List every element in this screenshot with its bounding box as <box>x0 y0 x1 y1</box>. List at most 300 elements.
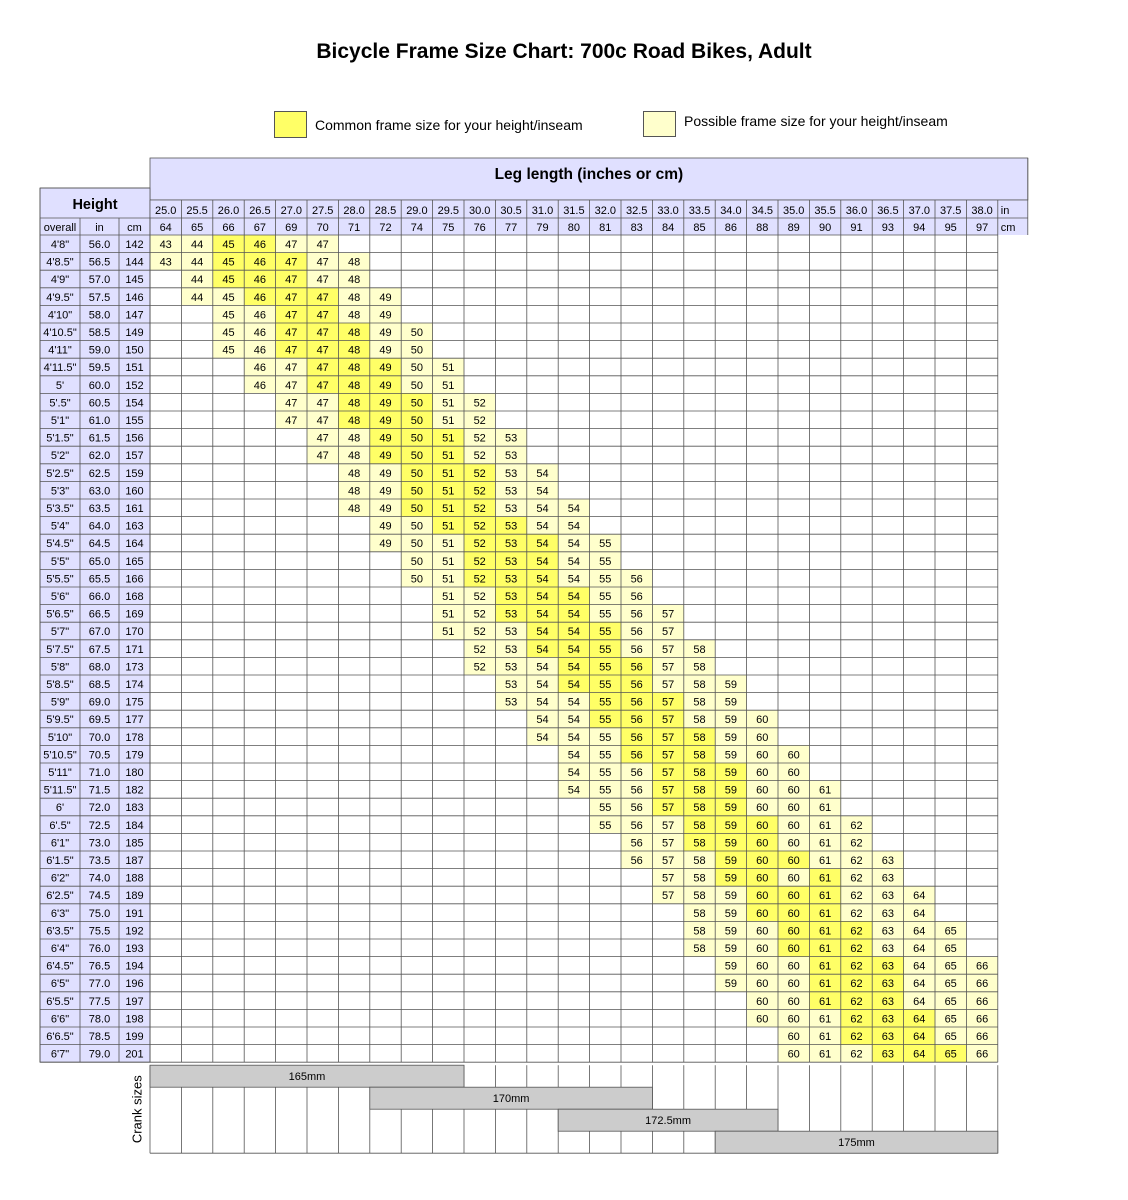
leg-cm-header: 93 <box>881 222 895 234</box>
frame-size-cell: 60 <box>787 784 800 797</box>
leg-cm-header: 95 <box>944 222 957 234</box>
frame-size-cell: 55 <box>599 591 612 603</box>
leg-cm-header: 69 <box>285 222 298 234</box>
height-overall-value: 5'4" <box>50 520 70 533</box>
leg-cm-header: 80 <box>567 222 581 234</box>
frame-size-cell: 56 <box>630 749 643 762</box>
frame-size-cell: 66 <box>975 1048 989 1061</box>
frame-size-cell: 63 <box>881 855 895 867</box>
frame-size-cell: 52 <box>473 397 486 410</box>
frame-size-cell: 62 <box>850 855 863 867</box>
height-inches-value: 69.5 <box>88 714 111 727</box>
frame-size-cell: 48 <box>347 256 361 269</box>
height-overall-value: 5'8.5" <box>46 679 74 691</box>
height-inches-value: 66.0 <box>88 591 111 603</box>
frame-size-cell: 60 <box>787 872 800 885</box>
frame-size-cell: 57 <box>661 679 675 691</box>
height-cm-value: 169 <box>125 608 144 621</box>
frame-size-cell: 48 <box>347 432 361 445</box>
frame-size-cell: 61 <box>818 1031 832 1043</box>
frame-size-cell: 48 <box>347 397 361 410</box>
frame-size-cell: 49 <box>379 432 392 445</box>
height-cm-value: 199 <box>125 1031 144 1043</box>
frame-size-cell: 60 <box>756 960 769 973</box>
frame-size-cell: 53 <box>504 679 518 691</box>
frame-size-cell: 45 <box>222 344 235 357</box>
frame-size-cell: 63 <box>881 890 895 903</box>
leg-cm-header: 89 <box>787 222 800 234</box>
frame-size-cell: 56 <box>630 802 643 815</box>
frame-size-cell: 60 <box>787 943 800 955</box>
crank-size-label: 172.5mm <box>645 1115 692 1128</box>
frame-size-cell: 57 <box>661 855 675 867</box>
frame-size-cell: 62 <box>850 819 863 832</box>
frame-size-cell: 58 <box>693 819 706 832</box>
frame-size-cell: 47 <box>285 327 298 339</box>
leg-inches-header: 33.5 <box>688 205 711 217</box>
frame-size-cell: 59 <box>724 749 738 762</box>
frame-size-cell: 60 <box>787 855 800 867</box>
frame-size-cell: 51 <box>442 538 455 551</box>
frame-size-cell: 61 <box>818 995 832 1008</box>
height-inches-value: 56.5 <box>88 256 111 269</box>
frame-size-cell: 47 <box>316 362 329 375</box>
height-cm-value: 144 <box>125 256 144 269</box>
frame-size-cell: 50 <box>410 538 424 551</box>
height-inches-value: 71.0 <box>88 767 111 779</box>
frame-size-cell: 44 <box>190 239 204 251</box>
frame-size-cell: 57 <box>661 819 675 832</box>
frame-size-cell: 60 <box>787 1031 800 1043</box>
frame-size-cell: 48 <box>347 291 361 304</box>
leg-cm-header: 79 <box>536 222 549 234</box>
height-overall-value: 5'11.5" <box>43 784 77 797</box>
leg-inches-header: 34.0 <box>720 205 742 217</box>
frame-size-cell: 52 <box>473 467 486 480</box>
leg-cm-header: 88 <box>756 222 769 234</box>
frame-size-cell: 44 <box>190 256 204 269</box>
leg-inches-header: 34.5 <box>751 205 774 217</box>
frame-size-cell: 55 <box>599 626 612 639</box>
frame-size-cell: 55 <box>599 643 612 656</box>
frame-size-cell: 60 <box>787 802 800 815</box>
frame-size-cell: 54 <box>536 661 549 674</box>
frame-size-cell: 52 <box>473 608 486 621</box>
frame-size-cell: 49 <box>379 344 392 357</box>
height-overall-value: 4'8.5" <box>46 256 74 269</box>
frame-size-cell: 62 <box>850 960 863 973</box>
frame-size-cell: 58 <box>693 784 706 797</box>
height-overall-value: 6'3" <box>50 907 70 920</box>
frame-size-cell: 54 <box>567 767 581 779</box>
height-overall-value: 4'11" <box>48 344 72 357</box>
height-inches-header: in <box>95 222 104 234</box>
frame-size-cell: 45 <box>222 274 235 287</box>
frame-size-cell: 51 <box>442 555 455 568</box>
frame-size-cell: 60 <box>756 855 769 867</box>
frame-size-cell: 63 <box>881 1031 895 1043</box>
height-overall-value: 5'10.5" <box>43 749 77 762</box>
frame-size-cell: 54 <box>536 731 549 744</box>
frame-size-cell: 53 <box>504 643 518 656</box>
frame-size-cell: 54 <box>567 749 581 762</box>
height-cm-value: 185 <box>125 837 144 850</box>
frame-size-cell: 54 <box>536 696 549 709</box>
frame-size-cell: 46 <box>253 239 267 251</box>
frame-size-cell: 53 <box>504 520 518 533</box>
frame-size-cell: 57 <box>661 890 675 903</box>
height-inches-value: 73.0 <box>88 837 111 850</box>
crank-size-label: 170mm <box>492 1093 530 1106</box>
height-overall-value: 5'4.5" <box>46 538 74 551</box>
height-cm-value: 142 <box>125 239 144 251</box>
height-inches-value: 72.0 <box>88 802 111 815</box>
frame-size-cell: 64 <box>913 907 926 920</box>
height-overall-value: 6'4" <box>50 943 70 955</box>
frame-size-cell: 50 <box>410 503 424 515</box>
height-overall-value: 4'8" <box>50 239 70 251</box>
frame-size-cell: 65 <box>944 925 957 938</box>
height-inches-value: 67.0 <box>88 626 111 639</box>
frame-size-cell: 47 <box>285 344 298 357</box>
frame-size-cell: 65 <box>944 1031 957 1043</box>
height-inches-value: 76.5 <box>88 960 111 973</box>
frame-size-cell: 49 <box>379 467 392 480</box>
frame-size-cell: 43 <box>159 256 172 269</box>
frame-size-cell: 63 <box>881 1013 895 1026</box>
frame-size-cell: 55 <box>599 767 612 779</box>
frame-size-cell: 54 <box>536 573 549 586</box>
height-inches-value: 68.0 <box>88 661 111 674</box>
height-overall-value: 5'10" <box>47 731 73 744</box>
height-inches-value: 72.5 <box>88 819 111 832</box>
height-inches-value: 74.5 <box>88 890 111 903</box>
frame-size-cell: 54 <box>536 467 549 480</box>
frame-size-cell: 52 <box>473 415 486 427</box>
frame-size-cell: 49 <box>379 538 392 551</box>
height-overall-value: 5'1.5" <box>46 432 74 445</box>
frame-size-cell: 64 <box>913 995 926 1008</box>
frame-size-cell: 60 <box>756 837 769 850</box>
height-overall-value: 4'10" <box>47 309 73 322</box>
frame-size-cell: 49 <box>379 309 392 322</box>
frame-size-cell: 60 <box>756 995 769 1008</box>
height-overall-value: 6'1.5" <box>46 855 74 867</box>
crank-size-label: 175mm <box>838 1137 875 1150</box>
leg-inches-header: 28.0 <box>343 205 365 217</box>
frame-size-cell: 47 <box>316 344 329 357</box>
frame-size-cell: 46 <box>253 256 267 269</box>
frame-size-cell: 56 <box>630 714 643 727</box>
height-overall-value: 6'1" <box>50 837 70 850</box>
frame-size-cell: 66 <box>975 1031 989 1043</box>
height-overall-value: 5'9" <box>50 696 70 709</box>
height-cm-value: 191 <box>125 907 144 920</box>
frame-size-cell: 55 <box>599 608 612 621</box>
height-inches-value: 57.0 <box>88 274 111 287</box>
leg-cm-header: 70 <box>316 222 329 234</box>
height-inches-value: 60.5 <box>88 397 111 410</box>
frame-size-cell: 60 <box>756 890 769 903</box>
height-inches-value: 59.5 <box>88 362 111 375</box>
height-inches-value: 68.5 <box>88 679 111 691</box>
height-inches-value: 63.5 <box>88 503 111 515</box>
frame-size-cell: 60 <box>787 925 800 938</box>
height-inches-value: 75.5 <box>88 925 111 938</box>
frame-size-cell: 51 <box>442 503 455 515</box>
frame-size-cell: 51 <box>442 397 455 410</box>
frame-size-cell: 61 <box>818 837 832 850</box>
frame-size-cell: 58 <box>693 714 706 727</box>
height-cm-value: 180 <box>125 767 144 779</box>
frame-size-cell: 51 <box>442 608 455 621</box>
height-cm-value: 193 <box>125 943 144 955</box>
frame-size-cell: 50 <box>410 397 424 410</box>
frame-size-cell: 57 <box>661 749 675 762</box>
frame-size-cell: 64 <box>913 1013 926 1026</box>
frame-size-cell: 47 <box>316 309 329 322</box>
leg-inches-header: 26.5 <box>249 205 271 217</box>
frame-size-cell: 50 <box>410 520 424 533</box>
frame-size-cell: 60 <box>756 714 769 727</box>
frame-size-cell: 64 <box>913 890 926 903</box>
frame-size-cell: 55 <box>599 661 612 674</box>
frame-size-cell: 60 <box>787 749 800 762</box>
frame-size-cell: 53 <box>504 696 518 709</box>
height-inches-value: 74.0 <box>88 872 111 885</box>
height-inches-value: 58.5 <box>88 327 111 339</box>
height-cm-value: 165 <box>125 555 144 568</box>
height-inches-value: 76.0 <box>88 943 111 955</box>
frame-size-cell: 53 <box>504 503 518 515</box>
frame-size-cell: 46 <box>253 274 267 287</box>
frame-size-cell: 59 <box>724 978 738 991</box>
frame-size-cell: 54 <box>567 591 581 603</box>
frame-size-cell: 56 <box>630 837 643 850</box>
frame-size-cell: 64 <box>913 925 926 938</box>
height-overall-value: 5'7" <box>50 626 70 639</box>
height-cm-value: 154 <box>125 397 144 410</box>
leg-cm-header: 65 <box>190 222 204 234</box>
frame-size-cell: 55 <box>599 802 612 815</box>
frame-size-cell: 58 <box>693 679 706 691</box>
frame-size-cell: 54 <box>567 731 581 744</box>
frame-size-cell: 52 <box>473 503 486 515</box>
frame-size-cell: 59 <box>724 819 738 832</box>
leg-inches-header: 25.5 <box>186 205 208 217</box>
height-inches-value: 63.0 <box>88 485 111 498</box>
frame-size-cell: 65 <box>944 1013 957 1026</box>
frame-size-cell: 63 <box>881 995 895 1008</box>
frame-size-cell: 58 <box>693 890 706 903</box>
frame-size-cell: 43 <box>159 239 172 251</box>
height-inches-value: 77.0 <box>88 978 111 991</box>
frame-size-cell: 45 <box>222 239 235 251</box>
height-overall-value: 5'3.5" <box>46 503 74 515</box>
frame-size-cell: 49 <box>379 450 392 463</box>
frame-size-cell: 60 <box>787 1048 800 1061</box>
frame-size-cell: 58 <box>693 661 706 674</box>
frame-size-cell: 58 <box>693 907 706 920</box>
leg-inches-header: 31.5 <box>563 205 585 217</box>
frame-size-cell: 61 <box>818 925 832 938</box>
frame-size-cell: 49 <box>379 291 392 304</box>
height-cm-value: 177 <box>125 714 144 727</box>
height-cm-value: 187 <box>125 855 144 867</box>
height-cm-value: 159 <box>125 467 144 480</box>
leg-inches-header: 28.5 <box>374 205 397 217</box>
frame-size-cell: 50 <box>410 573 424 586</box>
frame-size-cell: 60 <box>756 784 769 797</box>
leg-inches-header: 36.0 <box>845 205 868 217</box>
frame-size-cell: 53 <box>504 573 518 586</box>
frame-size-cell: 53 <box>504 608 518 621</box>
height-overall-value: 6'6.5" <box>46 1031 74 1043</box>
frame-size-cell: 65 <box>944 943 957 955</box>
leg-inches-header: 37.5 <box>939 205 962 217</box>
frame-size-cell: 48 <box>347 362 361 375</box>
frame-size-cell: 60 <box>787 819 800 832</box>
frame-size-cell: 54 <box>536 714 549 727</box>
frame-size-cell: 62 <box>850 837 863 850</box>
leg-cm-header: 91 <box>850 222 863 234</box>
height-overall-value: 5'6" <box>50 591 70 603</box>
height-cm-value: 157 <box>125 450 144 463</box>
leg-cm-header: 67 <box>253 222 267 234</box>
frame-size-cell: 50 <box>410 415 424 427</box>
frame-size-cell: 54 <box>567 661 581 674</box>
height-overall-value: 5' <box>55 379 65 392</box>
leg-inches-header: 25.0 <box>154 205 177 217</box>
frame-size-cell: 55 <box>599 538 612 551</box>
frame-size-cell: 60 <box>787 837 800 850</box>
frame-size-cell: 49 <box>379 503 392 515</box>
leg-cm-header: 94 <box>913 222 926 234</box>
frame-size-cell: 50 <box>410 485 424 498</box>
leg-cm-header: 97 <box>975 222 989 234</box>
height-inches-value: 75.0 <box>88 907 111 920</box>
leg-inches-header: 27.5 <box>311 205 334 217</box>
frame-size-cell: 57 <box>661 696 675 709</box>
frame-size-cell: 51 <box>442 573 455 586</box>
frame-size-cell: 51 <box>442 415 455 427</box>
height-overall-value: 6'.5" <box>49 819 71 832</box>
frame-size-cell: 60 <box>756 978 769 991</box>
height-cm-value: 196 <box>125 978 144 991</box>
frame-size-cell: 47 <box>285 274 298 287</box>
height-inches-value: 59.0 <box>88 344 111 357</box>
frame-size-cell: 51 <box>442 467 455 480</box>
frame-size-cell: 48 <box>347 327 361 339</box>
frame-size-cell: 56 <box>630 696 643 709</box>
frame-size-cell: 59 <box>724 855 738 867</box>
frame-size-cell: 44 <box>190 291 204 304</box>
frame-size-cell: 61 <box>818 872 832 885</box>
frame-size-cell: 65 <box>944 1048 957 1061</box>
frame-size-cell: 58 <box>693 925 706 938</box>
frame-size-cell: 56 <box>630 819 643 832</box>
frame-size-cell: 48 <box>347 415 361 427</box>
leg-cm-unit: cm <box>1000 222 1016 234</box>
height-cm-value: 147 <box>125 309 144 322</box>
frame-size-cell: 58 <box>693 855 706 867</box>
height-inches-value: 70.0 <box>88 731 111 744</box>
frame-size-cell: 62 <box>850 890 863 903</box>
frame-size-cell: 54 <box>536 643 549 656</box>
frame-size-cell: 63 <box>881 1048 895 1061</box>
frame-size-cell: 48 <box>347 503 361 515</box>
frame-size-cell: 59 <box>724 943 738 955</box>
frame-size-cell: 60 <box>756 731 769 744</box>
frame-size-cell: 59 <box>724 802 738 815</box>
frame-size-cell: 53 <box>504 555 518 568</box>
frame-size-cell: 59 <box>724 890 738 903</box>
frame-size-cell: 48 <box>347 309 361 322</box>
height-inches-value: 65.0 <box>88 555 111 568</box>
leg-inches-header: 31.0 <box>531 205 554 217</box>
height-cm-value: 163 <box>125 520 144 533</box>
frame-size-cell: 60 <box>756 767 769 779</box>
frame-size-cell: 62 <box>850 925 863 938</box>
frame-size-cell: 52 <box>473 450 486 463</box>
frame-size-cell: 45 <box>222 327 235 339</box>
frame-size-cell: 52 <box>473 643 486 656</box>
frame-size-cell: 52 <box>473 626 486 639</box>
frame-size-cell: 53 <box>504 450 518 463</box>
height-overall-value: 6'7" <box>50 1048 70 1061</box>
height-cm-value: 198 <box>125 1013 144 1026</box>
frame-size-cell: 62 <box>850 1013 863 1026</box>
height-cm-value: 152 <box>125 379 144 392</box>
frame-size-cell: 47 <box>285 397 298 410</box>
frame-size-cell: 54 <box>567 503 581 515</box>
frame-size-cell: 45 <box>222 291 235 304</box>
frame-size-cell: 50 <box>410 362 424 375</box>
frame-size-cell: 56 <box>630 679 643 691</box>
height-cm-value: 170 <box>125 626 144 639</box>
height-cm-value: 173 <box>125 661 144 674</box>
frame-size-cell: 62 <box>850 978 863 991</box>
common-size-legend-label: Common frame size for your height/inseam <box>315 117 583 133</box>
frame-size-cell: 59 <box>724 731 738 744</box>
height-inches-value: 64.0 <box>88 520 111 533</box>
height-cm-value: 149 <box>125 327 144 339</box>
height-overall-value: 5'3" <box>50 485 70 498</box>
height-overall-value: 6'3.5" <box>46 925 74 938</box>
frame-size-cell: 60 <box>756 749 769 762</box>
frame-size-cell: 46 <box>253 362 267 375</box>
height-inches-value: 61.0 <box>88 415 111 427</box>
height-overall-value: 5'2" <box>50 450 70 463</box>
frame-size-cell: 55 <box>599 573 612 586</box>
frame-size-cell: 57 <box>661 802 675 815</box>
frame-size-cell: 47 <box>316 379 329 392</box>
frame-size-cell: 47 <box>316 432 329 445</box>
height-cm-value: 146 <box>125 291 144 304</box>
frame-size-cell: 57 <box>661 661 675 674</box>
frame-size-cell: 65 <box>944 995 957 1008</box>
crank-sizes-label: Crank sizes <box>129 1075 145 1144</box>
frame-size-cell: 63 <box>881 925 895 938</box>
height-overall-header: overall <box>43 222 77 234</box>
frame-size-cell: 61 <box>818 802 832 815</box>
height-cm-value: 174 <box>125 679 144 691</box>
leg-inches-header: 36.5 <box>877 205 899 217</box>
frame-size-cell: 47 <box>316 256 329 269</box>
frame-size-cell: 47 <box>316 450 329 463</box>
frame-size-cell: 64 <box>913 1031 926 1043</box>
frame-size-cell: 59 <box>724 714 738 727</box>
